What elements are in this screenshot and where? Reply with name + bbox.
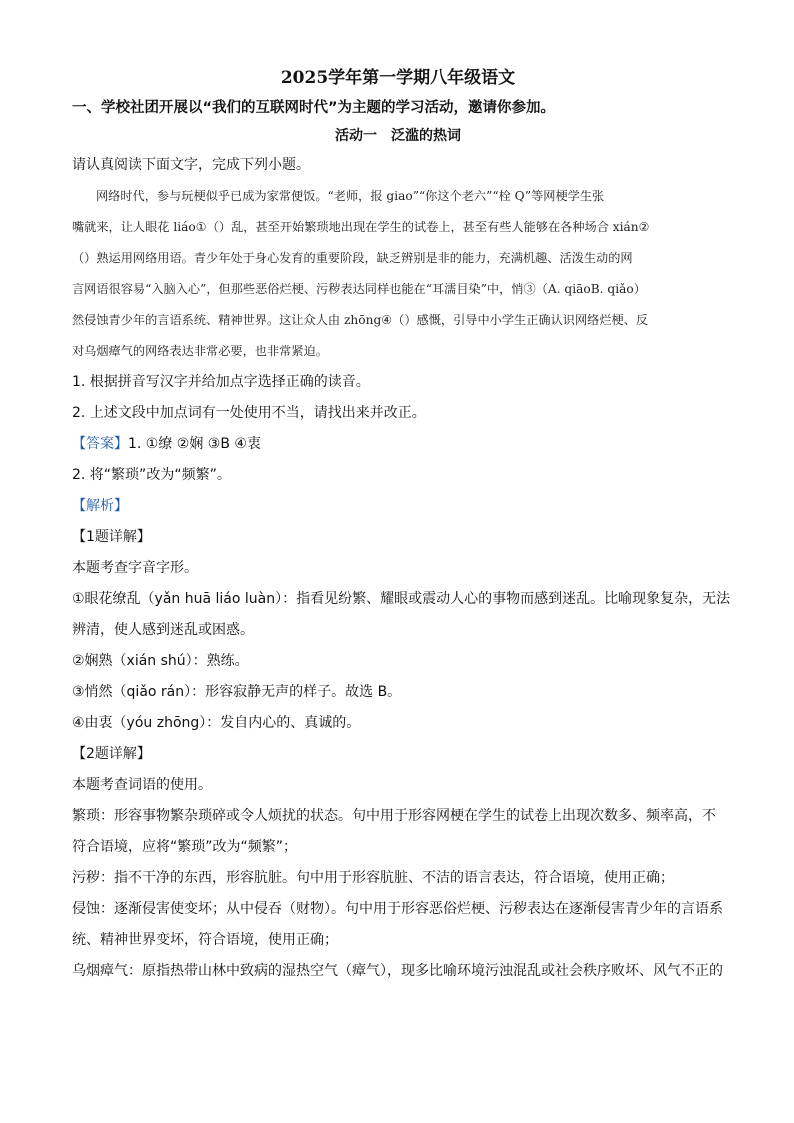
detail-2-line: 统、精神世界变坏，符合语境，使用正确； (72, 932, 338, 948)
detail-1-line: 辨清，使人感到迷乱或困惑。 (72, 622, 254, 638)
detail-2-line: 乌烟瘴气：原指热带山林中致病的湿热空气（瘴气），现多比喻环境污浊混乱或社会秩序败坏、风气不正的 (72, 963, 723, 979)
instruction-text: 请认真阅读下面文字，完成下列小题。 (72, 157, 310, 173)
answer-line (72, 429, 724, 460)
detail-1-label: 【1题详解】 (72, 529, 151, 545)
detail-2-line: 符合语境，应将“繁琐”改为“频繁”； (72, 839, 298, 855)
detail-2-line: 繁琐：形容事物繁杂琐碎或令人烦扰的状态。句中用于形容网梗在学生的试卷上出现次数多、频率高，不 (72, 808, 716, 824)
answer-label: 【答案】 (72, 436, 128, 452)
detail-1-line: ④由衷（yóu zhōng）：发自内心的、真诚的。 (72, 715, 361, 731)
detail-1-line: ②娴熟（xián shú）：熟练。 (72, 653, 249, 669)
detail-2-label: 【2题详解】 (72, 746, 151, 762)
question-1: 1. 根据拼音写汉字并给加点字选择正确的读音。 (72, 374, 370, 390)
passage-line: 对乌烟瘴气的网络表达非常必要，也非常紧迫。 (72, 344, 328, 358)
detail-1-line: ③悄然（qiǎo rán）：形容寂静无声的样子。故选 B。 (72, 684, 402, 700)
document-title: 2025学年第一学期八年级语文 (280, 68, 516, 88)
answer-text: 1. ①缭 ②娴 ③B ④衷 (128, 436, 261, 452)
passage-line: 嘴就来，让人眼花 liáo①（）乱，甚至开始繁琐地出现在学生的试卷上，甚至有些人能够在各种场合 xián② (72, 220, 650, 234)
answer-line-2: 2. 将“繁琐”改为“频繁”。 (72, 467, 231, 483)
passage-line: 言网语很容易“入脑入心”，但那些恶俗烂梗、污秽表达同样也能在“耳濡目染”中，悄③（A. qiāoB. qiǎo） (72, 282, 646, 296)
detail-1-line: ①眼花缭乱（yǎn huā liáo luàn）：指看见纷繁、耀眼或震动人心的事物而感到迷乱。比喻现象复杂，无法 (72, 591, 731, 607)
passage (72, 181, 724, 367)
section-heading: 一、学校社团开展以“我们的互联网时代”为主题的学习活动，邀请你参加。 (72, 100, 556, 116)
detail-2-line: 污秽：指不干净的东西，形容肮脏。句中用于形容肮脏、不洁的语言表达，符合语境，使用正确； (72, 870, 674, 886)
passage-line: （）熟运用网络用语。青少年处于身心发育的重要阶段，缺乏辨别是非的能力，充满机趣、活泼生动的网 (72, 251, 633, 265)
detail-2-line: 本题考查词语的使用。 (72, 777, 212, 793)
document-page (72, 62, 731, 987)
passage-line: 然侵蚀青少年的言语系统、精神世界。这让众人由 zhōng④（）感慨，引导中小学生正确认识网络烂梗、反 (72, 313, 649, 327)
analysis-label: 【解析】 (72, 498, 128, 514)
detail-1-line: 本题考查字音字形。 (72, 560, 198, 576)
passage-line: 网络时代，参与玩梗似乎已成为家常便饭。“老师，报 giao”“你这个老六”“栓 Q”等网梗学生张 (96, 189, 605, 203)
detail-2-line: 侵蚀：逐渐侵害使变坏；从中侵吞（财物）。句中用于形容恶俗烂梗、污秽表达在逐渐侵害青少年的言语系 (72, 901, 723, 917)
activity-title: 活动一 泛滥的热词 (335, 128, 461, 144)
question-2: 2. 上述文段中加点词有一处使用不当，请找出来并改正。 (72, 405, 426, 421)
